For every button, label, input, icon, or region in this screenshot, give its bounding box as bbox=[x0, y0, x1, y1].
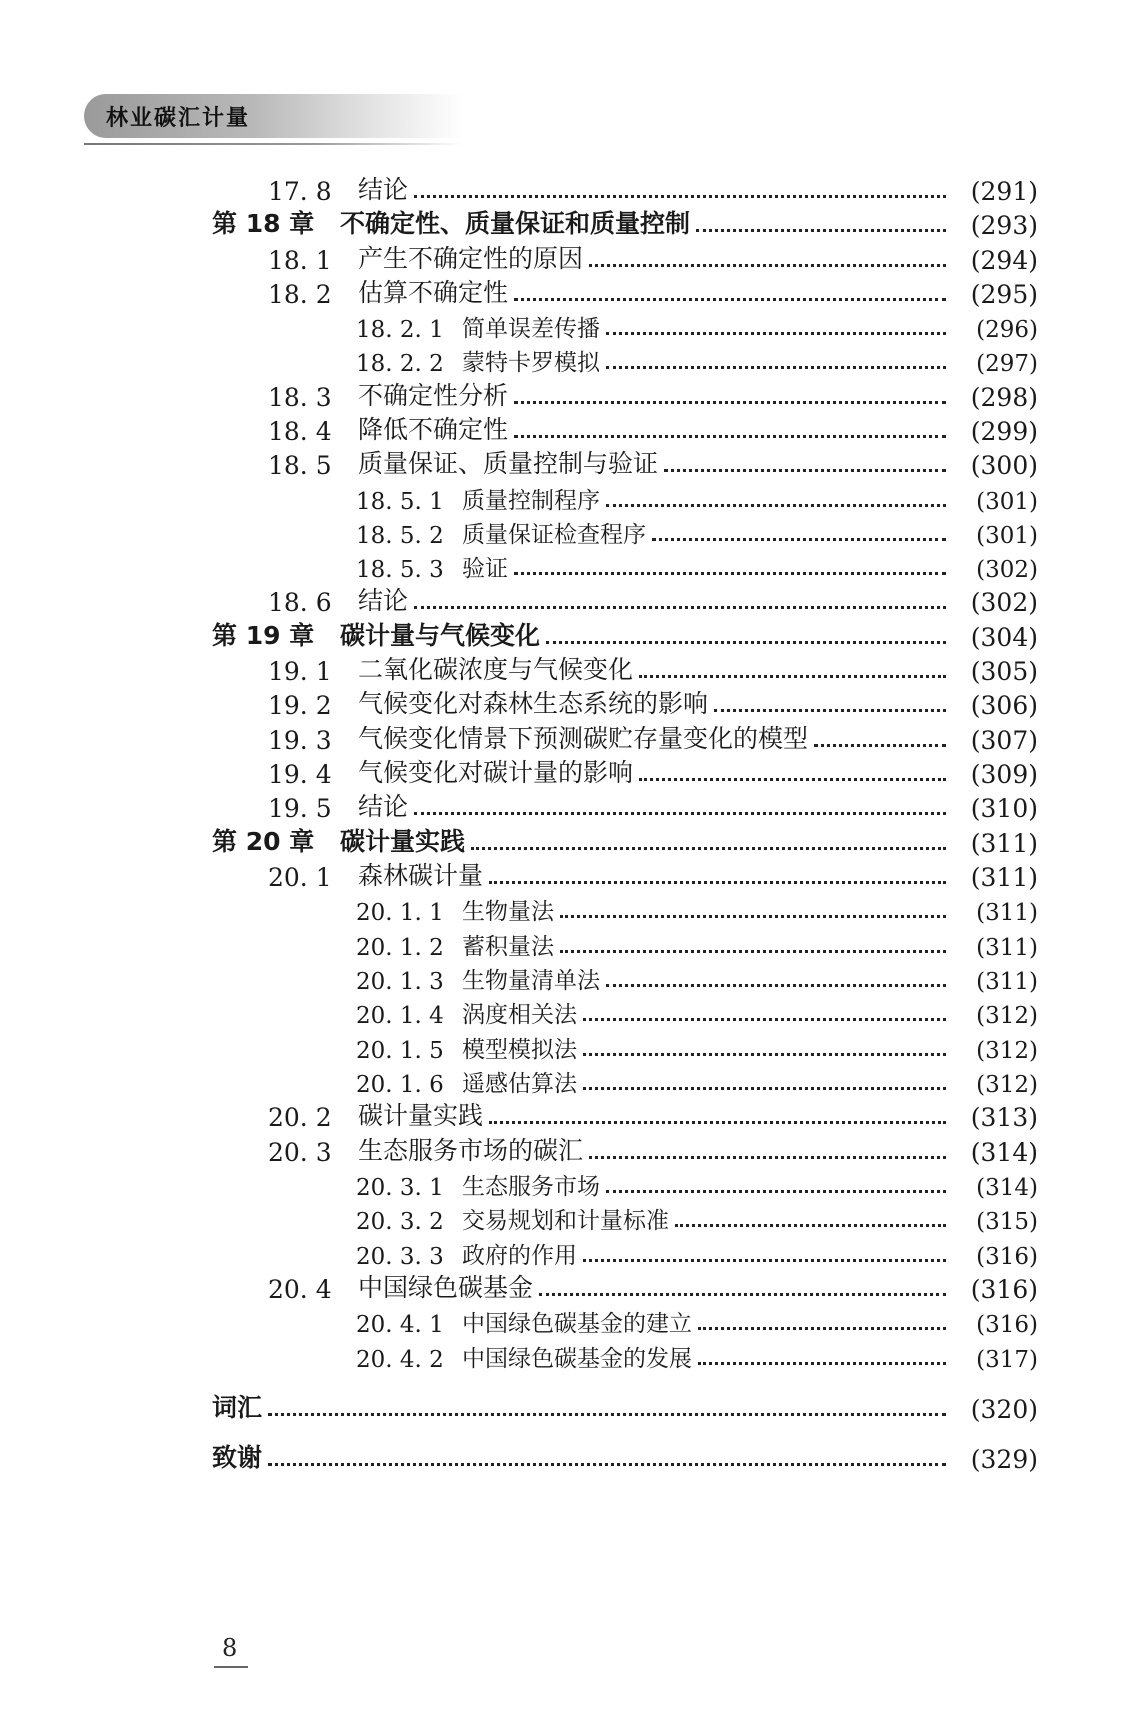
toc-entry-page: (306) bbox=[970, 691, 1038, 720]
toc-entry-page: (294) bbox=[970, 246, 1038, 275]
toc-entry-page: (312) bbox=[976, 1072, 1038, 1098]
toc-entry-title: 交易规划和计量标准 bbox=[462, 1208, 669, 1234]
toc-entry-title: 模型模拟法 bbox=[462, 1037, 577, 1063]
toc-entry-title: 二氧化碳浓度与气候变化 bbox=[358, 655, 634, 684]
toc-dot-leader bbox=[414, 195, 946, 198]
toc-entry-number: 19. 1 bbox=[268, 657, 332, 686]
toc-dot-leader bbox=[664, 469, 946, 472]
toc-dot-leader bbox=[583, 1018, 946, 1021]
toc-entry-number: 20. 3 bbox=[268, 1138, 332, 1167]
toc-entry-page: (314) bbox=[970, 1138, 1038, 1167]
toc-entry-title: 生物量清单法 bbox=[462, 968, 600, 994]
toc-entry-page: (291) bbox=[970, 177, 1038, 206]
toc-entry-number: 18. 2. 2 bbox=[356, 351, 444, 377]
toc-entry-title: 遥感估算法 bbox=[462, 1071, 577, 1097]
toc-entry-number: 18. 5. 3 bbox=[356, 557, 444, 583]
toc-entry-page: (316) bbox=[976, 1244, 1038, 1270]
toc-entry-title: 政府的作用 bbox=[462, 1243, 577, 1269]
toc-entry-number: 18. 5 bbox=[268, 451, 332, 480]
toc-entry-number: 18. 5. 1 bbox=[356, 489, 444, 515]
toc-entry-title: 碳计量实践 bbox=[340, 827, 466, 856]
toc-entry-page: (311) bbox=[976, 900, 1038, 926]
toc-entry-number: 18. 2. 1 bbox=[356, 317, 444, 343]
toc-dot-leader bbox=[514, 435, 946, 438]
toc-entry-number: 第 20 章 bbox=[212, 827, 315, 856]
toc-dot-leader bbox=[606, 366, 946, 369]
toc-entry-number: 20. 3. 2 bbox=[356, 1209, 444, 1235]
toc-entry-title: 不确定性分析 bbox=[358, 381, 509, 410]
toc-entry bbox=[212, 1440, 1038, 1474]
toc-entry bbox=[268, 241, 1038, 275]
toc-entry bbox=[268, 412, 1038, 446]
toc-entry-number: 20. 1. 6 bbox=[356, 1072, 444, 1098]
toc-entry-title: 气候变化对碳计量的影响 bbox=[358, 758, 634, 787]
toc-dot-leader bbox=[583, 1087, 946, 1090]
toc-dot-leader bbox=[589, 1156, 946, 1159]
page-number: 8 bbox=[222, 1634, 238, 1662]
toc-entry-number: 18. 4 bbox=[268, 417, 332, 446]
toc-dot-leader bbox=[583, 1259, 946, 1262]
toc-entry bbox=[268, 789, 1038, 823]
toc-entry bbox=[268, 858, 1038, 892]
running-header-title: 林业碳汇计量 bbox=[106, 106, 251, 131]
toc-entry bbox=[356, 481, 1038, 515]
toc-entry bbox=[356, 1304, 1038, 1338]
toc-entry-page: (302) bbox=[976, 557, 1038, 583]
toc-entry-title: 验证 bbox=[462, 556, 508, 582]
toc-entry-number: 20. 4. 1 bbox=[356, 1312, 444, 1338]
toc-entry-page: (311) bbox=[976, 935, 1038, 961]
toc-entry-page: (300) bbox=[970, 451, 1038, 480]
toc-entry-page: (313) bbox=[970, 1103, 1038, 1132]
toc-entry-number: 20. 4 bbox=[268, 1275, 332, 1304]
toc-entry bbox=[356, 309, 1038, 343]
toc-entry-page: (317) bbox=[976, 1347, 1038, 1373]
toc-entry-title: 碳计量实践 bbox=[358, 1101, 484, 1130]
toc-entry bbox=[268, 1270, 1038, 1304]
toc-entry-page: (298) bbox=[970, 383, 1038, 412]
toc-entry-title: 中国绿色碳基金的发展 bbox=[462, 1346, 692, 1372]
toc-dot-leader bbox=[583, 1053, 946, 1056]
toc-entry-number: 18. 5. 2 bbox=[356, 523, 444, 549]
toc-dot-leader bbox=[489, 1121, 946, 1124]
toc-entry bbox=[268, 652, 1038, 686]
toc-entry-title: 生态服务市场的碳汇 bbox=[358, 1136, 584, 1165]
toc-entry-title: 结论 bbox=[358, 792, 409, 821]
toc-dot-leader bbox=[546, 641, 946, 644]
toc-entry-page: (316) bbox=[976, 1312, 1038, 1338]
page-number-rule bbox=[214, 1666, 248, 1668]
toc-entry-page: (299) bbox=[970, 417, 1038, 446]
toc-entry-page: (293) bbox=[970, 211, 1038, 240]
toc-entry-title: 产生不确定性的原因 bbox=[358, 244, 584, 273]
toc-entry-title: 质量保证、质量控制与验证 bbox=[358, 449, 659, 478]
toc-dot-leader bbox=[606, 984, 946, 987]
toc-entry-page: (305) bbox=[970, 657, 1038, 686]
toc-dot-leader bbox=[606, 504, 946, 507]
toc-entry-page: (312) bbox=[976, 1003, 1038, 1029]
toc-entry-number: 18. 3 bbox=[268, 383, 332, 412]
toc-dot-leader bbox=[414, 606, 946, 609]
toc-entry-page: (311) bbox=[970, 829, 1038, 858]
toc-entry-number: 18. 2 bbox=[268, 280, 332, 309]
toc-dot-leader bbox=[652, 538, 946, 541]
toc-entry-page: (296) bbox=[976, 317, 1038, 343]
toc-entry-page: (309) bbox=[970, 760, 1038, 789]
toc-entry bbox=[268, 755, 1038, 789]
toc-entry bbox=[268, 721, 1038, 755]
toc-entry-title: 质量保证检查程序 bbox=[462, 522, 646, 548]
toc-entry-number: 18. 6 bbox=[268, 588, 332, 617]
toc-dot-leader bbox=[606, 1190, 946, 1193]
toc-entry-title: 词汇 bbox=[212, 1393, 263, 1422]
toc-entry-page: (301) bbox=[976, 523, 1038, 549]
toc-dot-leader bbox=[696, 229, 946, 232]
toc-entry-title: 质量控制程序 bbox=[462, 488, 600, 514]
toc-entry-title: 蓄积量法 bbox=[462, 934, 554, 960]
toc-entry-number: 20. 4. 2 bbox=[356, 1347, 444, 1373]
toc-dot-leader bbox=[589, 264, 946, 267]
toc-entry-title: 生态服务市场 bbox=[462, 1174, 600, 1200]
toc-entry bbox=[268, 172, 1038, 206]
toc-dot-leader bbox=[606, 332, 946, 335]
toc-entry-number: 第 18 章 bbox=[212, 209, 315, 238]
toc-dot-leader bbox=[698, 1327, 946, 1330]
toc-entry-page: (316) bbox=[970, 1275, 1038, 1304]
toc-entry-title: 中国绿色碳基金的建立 bbox=[462, 1311, 692, 1337]
toc-entry bbox=[212, 1390, 1038, 1424]
toc-entry-title: 简单误差传播 bbox=[462, 316, 600, 342]
toc-entry-number: 20. 1. 4 bbox=[356, 1003, 444, 1029]
toc-entry-title: 生物量法 bbox=[462, 899, 554, 925]
toc-entry-page: (320) bbox=[970, 1395, 1038, 1424]
toc-dot-leader bbox=[471, 847, 946, 850]
toc-entry bbox=[356, 1064, 1038, 1098]
toc-entry-number: 19. 2 bbox=[268, 691, 332, 720]
toc-dot-leader bbox=[714, 709, 946, 712]
toc-dot-leader bbox=[489, 881, 946, 884]
toc-entry bbox=[268, 378, 1038, 412]
toc-entry-title: 蒙特卡罗模拟 bbox=[462, 350, 600, 376]
toc-entry-title: 降低不确定性 bbox=[358, 415, 509, 444]
toc-dot-leader bbox=[560, 915, 946, 918]
toc-entry-number: 18. 1 bbox=[268, 246, 332, 275]
toc-entry-page: (301) bbox=[976, 489, 1038, 515]
toc-entry-number: 19. 5 bbox=[268, 794, 332, 823]
toc-entry-number: 20. 3. 3 bbox=[356, 1244, 444, 1270]
toc-entry-page: (310) bbox=[970, 794, 1038, 823]
toc-entry-page: (311) bbox=[976, 969, 1038, 995]
toc-dot-leader bbox=[414, 812, 946, 815]
toc-entry-number: 20. 1. 3 bbox=[356, 969, 444, 995]
toc-entry-page: (304) bbox=[970, 623, 1038, 652]
toc-entry bbox=[356, 927, 1038, 961]
toc-entry-number: 20. 1 bbox=[268, 863, 332, 892]
toc-entry-title: 结论 bbox=[358, 175, 409, 204]
toc-entry bbox=[356, 1339, 1038, 1373]
toc-dot-leader bbox=[675, 1224, 946, 1227]
toc-entry-number: 19. 3 bbox=[268, 726, 332, 755]
toc-entry bbox=[212, 824, 1038, 858]
toc-entry-number: 17. 8 bbox=[268, 177, 332, 206]
toc-entry bbox=[356, 892, 1038, 926]
toc-entry-page: (329) bbox=[970, 1445, 1038, 1474]
toc-entry-title: 不确定性、质量保证和质量控制 bbox=[340, 209, 691, 238]
toc-entry bbox=[268, 583, 1038, 617]
toc-entry bbox=[268, 1098, 1038, 1132]
toc-entry bbox=[356, 961, 1038, 995]
toc-entry-title: 中国绿色碳基金 bbox=[358, 1273, 534, 1302]
toc-entry-page: (311) bbox=[970, 863, 1038, 892]
toc-entry bbox=[356, 1201, 1038, 1235]
toc-dot-leader bbox=[514, 298, 946, 301]
toc-entry bbox=[356, 1030, 1038, 1064]
toc-entry bbox=[356, 549, 1038, 583]
toc-entry-title: 估算不确定性 bbox=[358, 278, 509, 307]
toc-entry-title: 涡度相关法 bbox=[462, 1002, 577, 1028]
toc-entry bbox=[356, 1167, 1038, 1201]
toc-entry bbox=[356, 1236, 1038, 1270]
toc-entry-number: 20. 1. 5 bbox=[356, 1038, 444, 1064]
toc-entry-page: (314) bbox=[976, 1175, 1038, 1201]
toc-entry bbox=[356, 995, 1038, 1029]
toc-entry-page: (307) bbox=[970, 726, 1038, 755]
toc-entry-page: (297) bbox=[976, 351, 1038, 377]
toc-dot-leader bbox=[639, 675, 946, 678]
toc-entry-number: 第 19 章 bbox=[212, 621, 315, 650]
toc-dot-leader bbox=[560, 950, 946, 953]
toc-entry-number: 20. 1. 1 bbox=[356, 900, 444, 926]
toc-entry-title: 碳计量与气候变化 bbox=[340, 621, 541, 650]
toc-entry-title: 气候变化对森林生态系统的影响 bbox=[358, 689, 709, 718]
toc-entry-page: (302) bbox=[970, 588, 1038, 617]
toc-entry bbox=[268, 275, 1038, 309]
toc-entry-number: 20. 2 bbox=[268, 1103, 332, 1132]
toc-entry bbox=[356, 343, 1038, 377]
toc-entry-page: (312) bbox=[976, 1038, 1038, 1064]
toc-entry bbox=[268, 1133, 1038, 1167]
toc-dot-leader bbox=[698, 1362, 946, 1365]
toc-dot-leader bbox=[814, 744, 946, 747]
toc-entry bbox=[268, 686, 1038, 720]
toc-entry-title: 森林碳计量 bbox=[358, 861, 484, 890]
toc-entry-page: (295) bbox=[970, 280, 1038, 309]
toc-entry bbox=[356, 515, 1038, 549]
toc-dot-leader bbox=[514, 572, 946, 575]
toc-dot-leader bbox=[539, 1293, 946, 1296]
toc-entry-title: 结论 bbox=[358, 586, 409, 615]
toc-dot-leader bbox=[268, 1463, 946, 1466]
toc-entry bbox=[212, 206, 1038, 240]
toc-dot-leader bbox=[639, 778, 946, 781]
toc-entry-number: 19. 4 bbox=[268, 760, 332, 789]
toc-entry-number: 20. 1. 2 bbox=[356, 935, 444, 961]
toc-entry-page: (315) bbox=[976, 1209, 1038, 1235]
toc-dot-leader bbox=[514, 401, 946, 404]
toc-dot-leader bbox=[268, 1413, 946, 1416]
toc-entry-title: 致谢 bbox=[212, 1443, 263, 1472]
toc-entry bbox=[212, 618, 1038, 652]
toc-entry bbox=[268, 446, 1038, 480]
toc-entry-number: 20. 3. 1 bbox=[356, 1175, 444, 1201]
toc-entry-title: 气候变化情景下预测碳贮存量变化的模型 bbox=[358, 724, 809, 753]
